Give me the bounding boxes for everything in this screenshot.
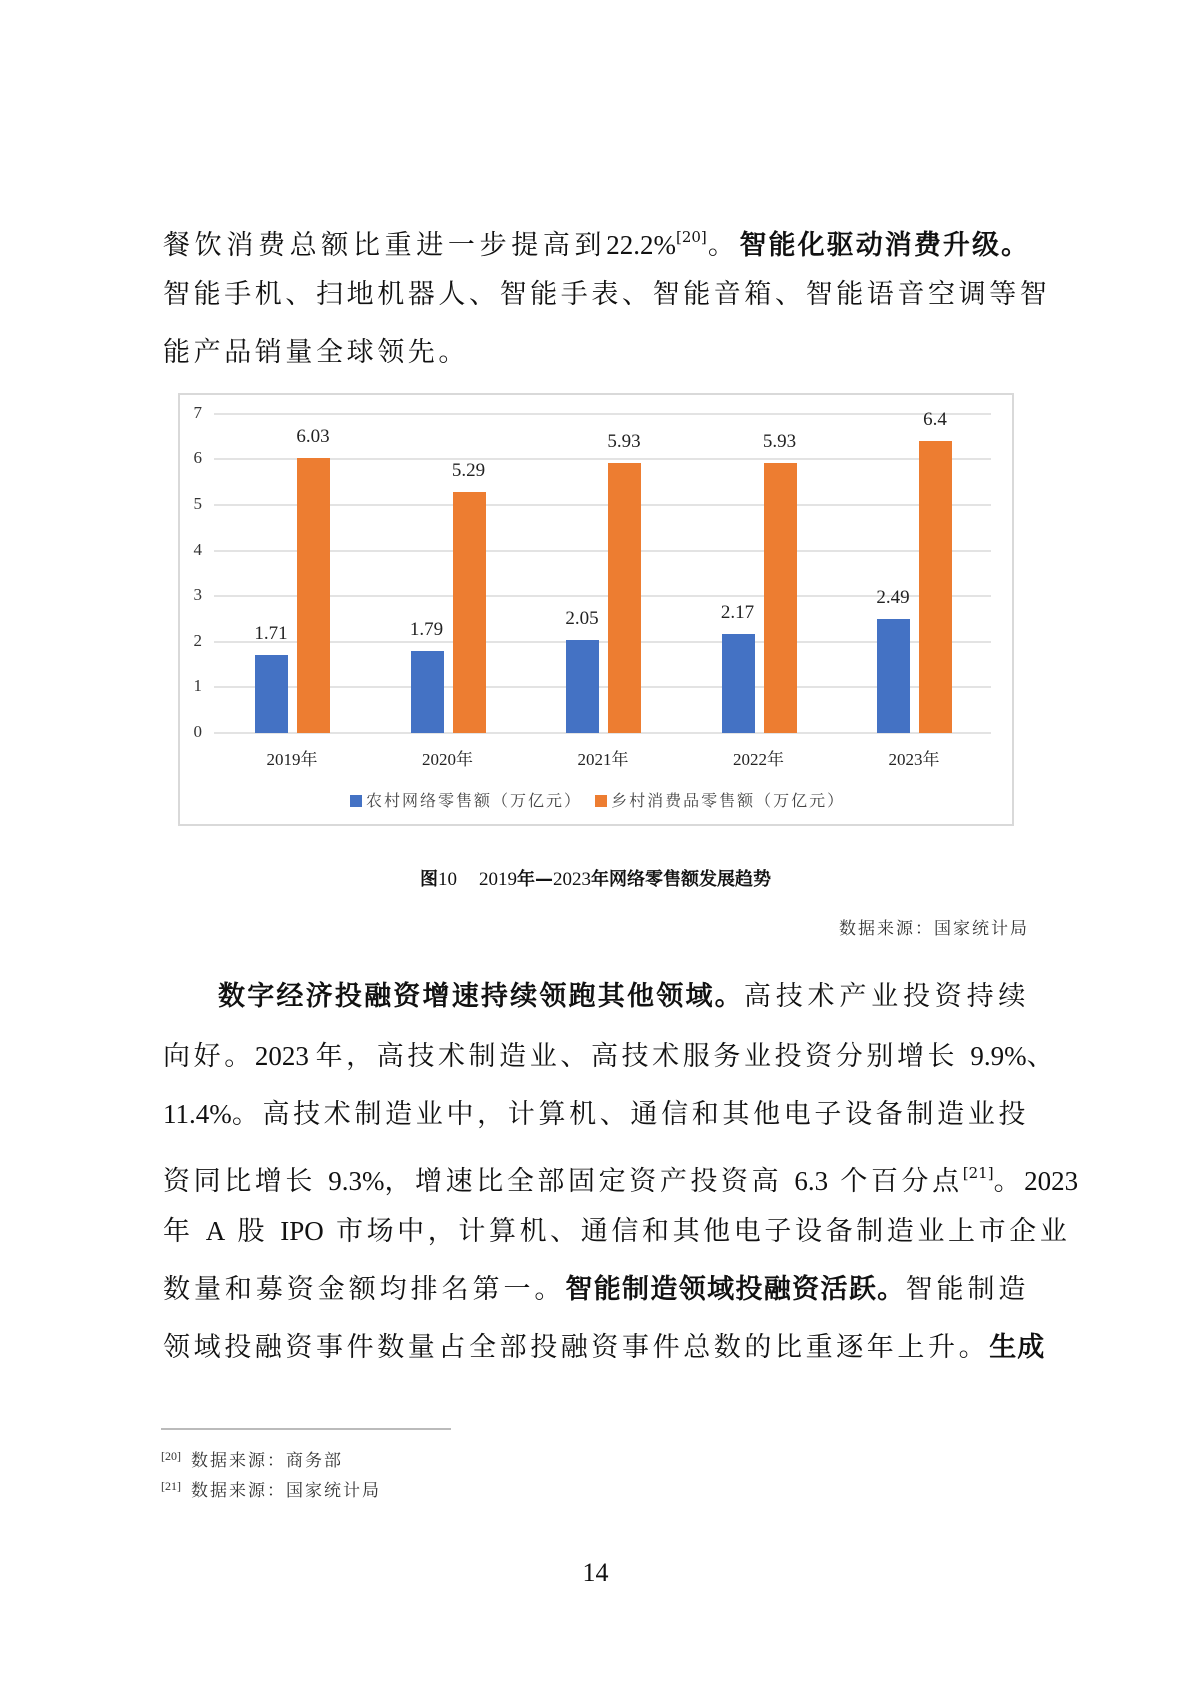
- y-tick-label: 7: [193, 402, 202, 422]
- text-line: [163, 1270, 1029, 1310]
- bold-text: 生成: [989, 1332, 1046, 1363]
- bar-rural-online-2020年: [411, 651, 444, 733]
- data-label: 5.93: [762, 430, 797, 452]
- text-line: [163, 333, 1029, 373]
- footnote-text: 数据来源：国家统计局: [191, 1481, 381, 1501]
- footnote-text: 数据来源：商务部: [191, 1451, 343, 1471]
- bar-rural-consumer-2021年: [608, 463, 641, 733]
- text-span: 资同比增长: [163, 1165, 329, 1197]
- text-span: IPO: [280, 1216, 324, 1246]
- y-tick-label: 2: [193, 630, 202, 650]
- text-span: 11.4%: [163, 1099, 232, 1129]
- footnote-marker: [21]: [962, 1163, 994, 1182]
- text-span: 股: [225, 1216, 281, 1247]
- bold-text: 智能化驱动消费升级。: [739, 230, 1030, 261]
- text-span: 2023: [1024, 1165, 1079, 1196]
- footnote-ref: [21]: [161, 1479, 181, 1493]
- data-label: 5.29: [451, 459, 486, 481]
- text-span: 。: [993, 1165, 1025, 1197]
- text-span: 智能手机、扫地机器人、智能手表、智能音箱、智能语音空调等智: [163, 279, 1051, 310]
- data-label: 5.93: [607, 430, 641, 452]
- text-span: 市场中，计算机、通信和其他电子设备制造业上市企业: [323, 1216, 1071, 1247]
- bar-rural-consumer-2019年: [297, 458, 330, 733]
- caption-year-end: 2023: [553, 869, 591, 890]
- text-span: 个百分点: [828, 1165, 963, 1197]
- data-label: 1.71: [254, 623, 288, 645]
- y-tick-label: 3: [193, 585, 202, 605]
- text-span: 、: [1026, 1040, 1058, 1072]
- text-span: 餐饮消费总额比重进一步提高到: [163, 230, 607, 261]
- text-span: 22.2%: [606, 230, 676, 260]
- gridline: [214, 686, 991, 688]
- text-line: [163, 1153, 1079, 1197]
- text-line: [163, 1211, 1071, 1251]
- caption-number: 10: [438, 869, 457, 890]
- bar-rural-online-2023年: [877, 619, 910, 733]
- gridline: [214, 458, 991, 460]
- y-tick-label: 6: [193, 448, 202, 468]
- y-tick-label: 4: [193, 539, 202, 559]
- text-span: 向好。: [163, 1040, 255, 1072]
- bold-text: 智能制造领域投融资活跃。: [565, 1273, 906, 1305]
- text-span: 2023: [254, 1040, 316, 1071]
- footnote-21: [161, 1476, 381, 1501]
- legend-swatch-rural-consumer: [595, 795, 607, 807]
- bar-rural-consumer-2020年: [453, 492, 486, 733]
- x-tick-label: 2019年: [266, 750, 318, 769]
- figure-source: 数据来源：国家统计局: [839, 919, 1029, 939]
- caption-sep: 年—: [517, 869, 553, 890]
- gridline: [214, 641, 991, 643]
- text-span: ，增速比全部固定资产投资高: [384, 1165, 795, 1197]
- text-span: 。高技术制造业中，计算机、通信和其他电子设备制造业投: [231, 1099, 1029, 1130]
- footnote-20: [161, 1446, 343, 1471]
- chart-legend: [350, 788, 845, 811]
- text-line: [218, 977, 1029, 1017]
- footnote-marker: [20]: [675, 228, 707, 246]
- gridline: [214, 504, 991, 506]
- caption-prefix: 图: [420, 869, 438, 890]
- x-tick-label: 2021年: [577, 750, 629, 769]
- text-span: 智能制造: [905, 1273, 1029, 1305]
- legend-label-rural-online: 农村网络零售额（万亿元）: [366, 791, 583, 810]
- data-label: 2.49: [876, 587, 910, 609]
- text-span: 能产品销量全球领先。: [163, 337, 469, 368]
- caption-title: 年网络零售额发展趋势: [591, 869, 771, 890]
- gridline: [214, 550, 991, 552]
- y-tick-label: 5: [193, 494, 202, 513]
- x-tick-label: 2023年: [888, 750, 940, 769]
- bar-rural-online-2019年: [255, 655, 288, 733]
- text-span: 年，高技术制造业、高技术服务业投资分别增长: [315, 1040, 971, 1072]
- x-tick-label: 2022年: [733, 750, 784, 769]
- bar-rural-online-2021年: [566, 640, 599, 733]
- data-label: 2.05: [565, 607, 599, 629]
- figure-caption: [0, 865, 1191, 891]
- data-label: 6.4: [923, 409, 947, 431]
- bar-rural-consumer-2022年: [764, 463, 797, 733]
- gridline: [214, 732, 991, 734]
- gridline: [214, 413, 991, 415]
- text-line: [163, 1094, 1029, 1134]
- data-label: 1.79: [409, 619, 444, 641]
- text-span: 9.9%: [970, 1040, 1027, 1071]
- footnote-ref: [20]: [161, 1449, 181, 1463]
- text-span: 年: [163, 1216, 206, 1247]
- caption-year-start: 2019: [479, 869, 517, 890]
- bar-rural-online-2022年: [722, 634, 755, 733]
- text-line: [163, 1328, 1046, 1368]
- footnote-divider: [161, 1428, 451, 1430]
- text-line: [163, 1036, 1058, 1076]
- text-line: [163, 217, 1030, 261]
- y-tick-label: 0: [193, 722, 202, 741]
- text-span: 数量和募资金额均排名第一。: [163, 1273, 566, 1305]
- text-line: [163, 275, 1051, 315]
- y-tick-label: 1: [193, 676, 202, 696]
- text-span: 高技术产业投资持续: [743, 981, 1029, 1012]
- bold-text: 数字经济投融资增速持续领跑其他领域。: [218, 981, 744, 1012]
- text-span: A: [205, 1216, 226, 1246]
- legend-label-rural-consumer: 乡村消费品零售额（万亿元）: [611, 791, 846, 810]
- data-label: 6.03: [296, 426, 330, 448]
- data-label: 2.17: [720, 602, 755, 624]
- text-span: 。: [706, 230, 740, 261]
- x-tick-label: 2020年: [422, 750, 473, 769]
- text-span: 9.3%: [328, 1165, 385, 1196]
- text-span: 领域投融资事件数量占全部投融资事件总数的比重逐年上升。: [163, 1332, 990, 1363]
- text-span: 6.3: [794, 1165, 829, 1196]
- bar-rural-consumer-2023年: [919, 441, 952, 733]
- legend-swatch-rural-online: [350, 795, 362, 807]
- page-number: 14: [582, 1558, 609, 1587]
